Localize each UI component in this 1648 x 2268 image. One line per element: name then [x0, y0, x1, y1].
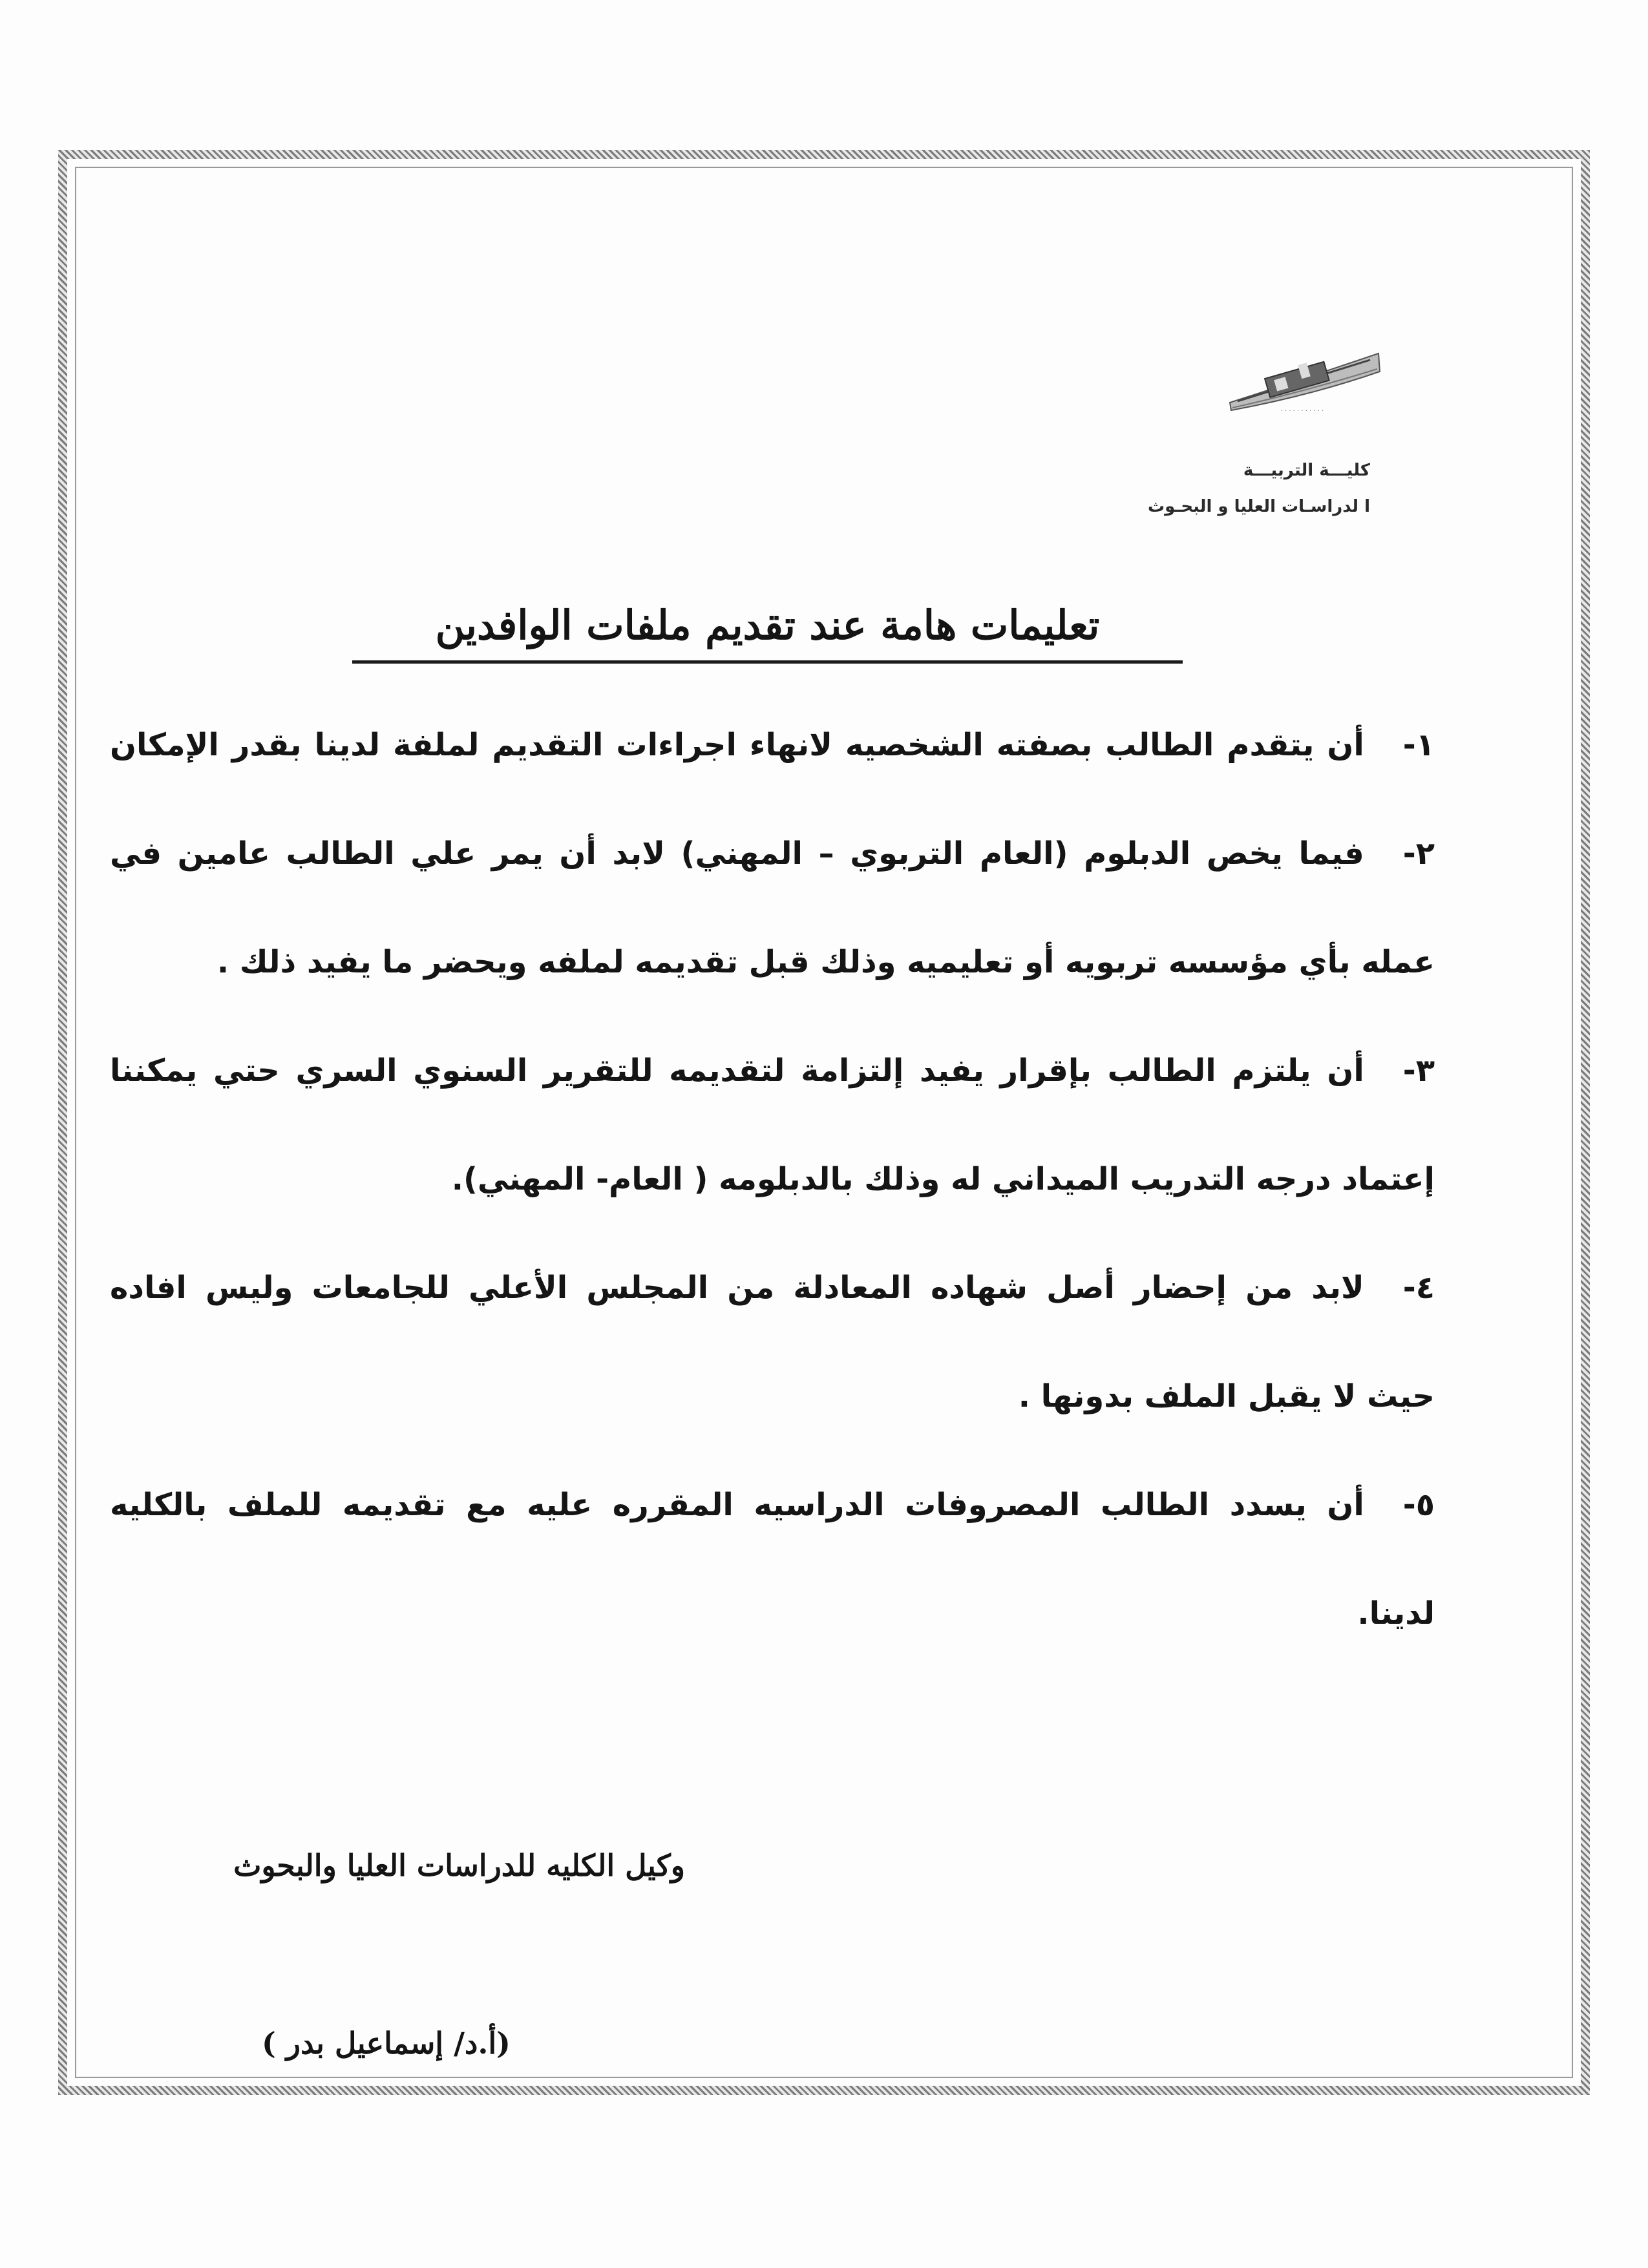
item-line [110, 1582, 1435, 1691]
item-line [110, 1365, 1435, 1474]
item-text: أن يلتزم الطالب بإقرار يفيد إلتزامة لتقديمه للتقرير السنوي السري حتي يمكننا [110, 1053, 1364, 1089]
faculty-name: كليـــة التربيـــة [1243, 461, 1370, 480]
item-number: ٥- [1402, 1487, 1435, 1523]
department-name: ا لدراسـات العليا و البحـوث [1148, 497, 1370, 516]
item-number: ٤- [1402, 1270, 1435, 1306]
list-item [110, 1474, 1435, 1691]
svg-text:· · · · · · · · · · ·: · · · · · · · · · · · [1280, 408, 1324, 415]
page-title: تعليمات هامة عند تقديم ملفات الوافدين [352, 594, 1183, 664]
item-text: لدينا. [1357, 1595, 1435, 1632]
item-text: فيما يخص الدبلوم (العام التربوي – المهني) لابد أن يمر علي الطالب عامين في [110, 835, 1364, 872]
item-line [110, 714, 1435, 823]
item-number: ٢- [1402, 835, 1435, 872]
signature-name: (أ.د/ إسماعيل بدر ) [262, 2026, 511, 2061]
instructions-list [110, 714, 1435, 1691]
item-text: أن يسدد الطالب المصروفات الدراسيه المقرره عليه مع تقديمه للملف بالكليه [110, 1487, 1364, 1523]
signature-title: وكيل الكليه للدراسات العليا والبحوث [233, 1848, 685, 1883]
list-item [110, 1040, 1435, 1257]
item-text: إعتماد درجه التدريب الميداني له وذلك بالدبلومه ( العام- المهني). [451, 1161, 1435, 1197]
item-text: أن يتقدم الطالب بصفته الشخصيه لانهاء اجراءات التقديم لملفة لدينا بقدر الإمكان [110, 727, 1364, 763]
university-logo [1225, 346, 1383, 417]
item-line [110, 1148, 1435, 1257]
item-number: ٣- [1402, 1053, 1435, 1089]
list-item [110, 1257, 1435, 1474]
item-text: حيث لا يقبل الملف بدونها . [1018, 1378, 1435, 1414]
item-line [110, 1474, 1435, 1582]
item-line [110, 1040, 1435, 1148]
list-item [110, 714, 1435, 823]
item-line [110, 823, 1435, 931]
item-line [110, 931, 1435, 1040]
item-text: عمله بأي مؤسسه تربويه أو تعليميه وذلك قبل تقديمه لملفه ويحضر ما يفيد ذلك . [217, 944, 1435, 980]
item-line [110, 1257, 1435, 1365]
item-text: لابد من إحضار أصل شهاده المعادلة من المجلس الأعلي للجامعات وليس افاده [110, 1270, 1364, 1306]
institution-header [1148, 452, 1370, 525]
item-number: ١- [1402, 727, 1435, 763]
list-item [110, 823, 1435, 1040]
